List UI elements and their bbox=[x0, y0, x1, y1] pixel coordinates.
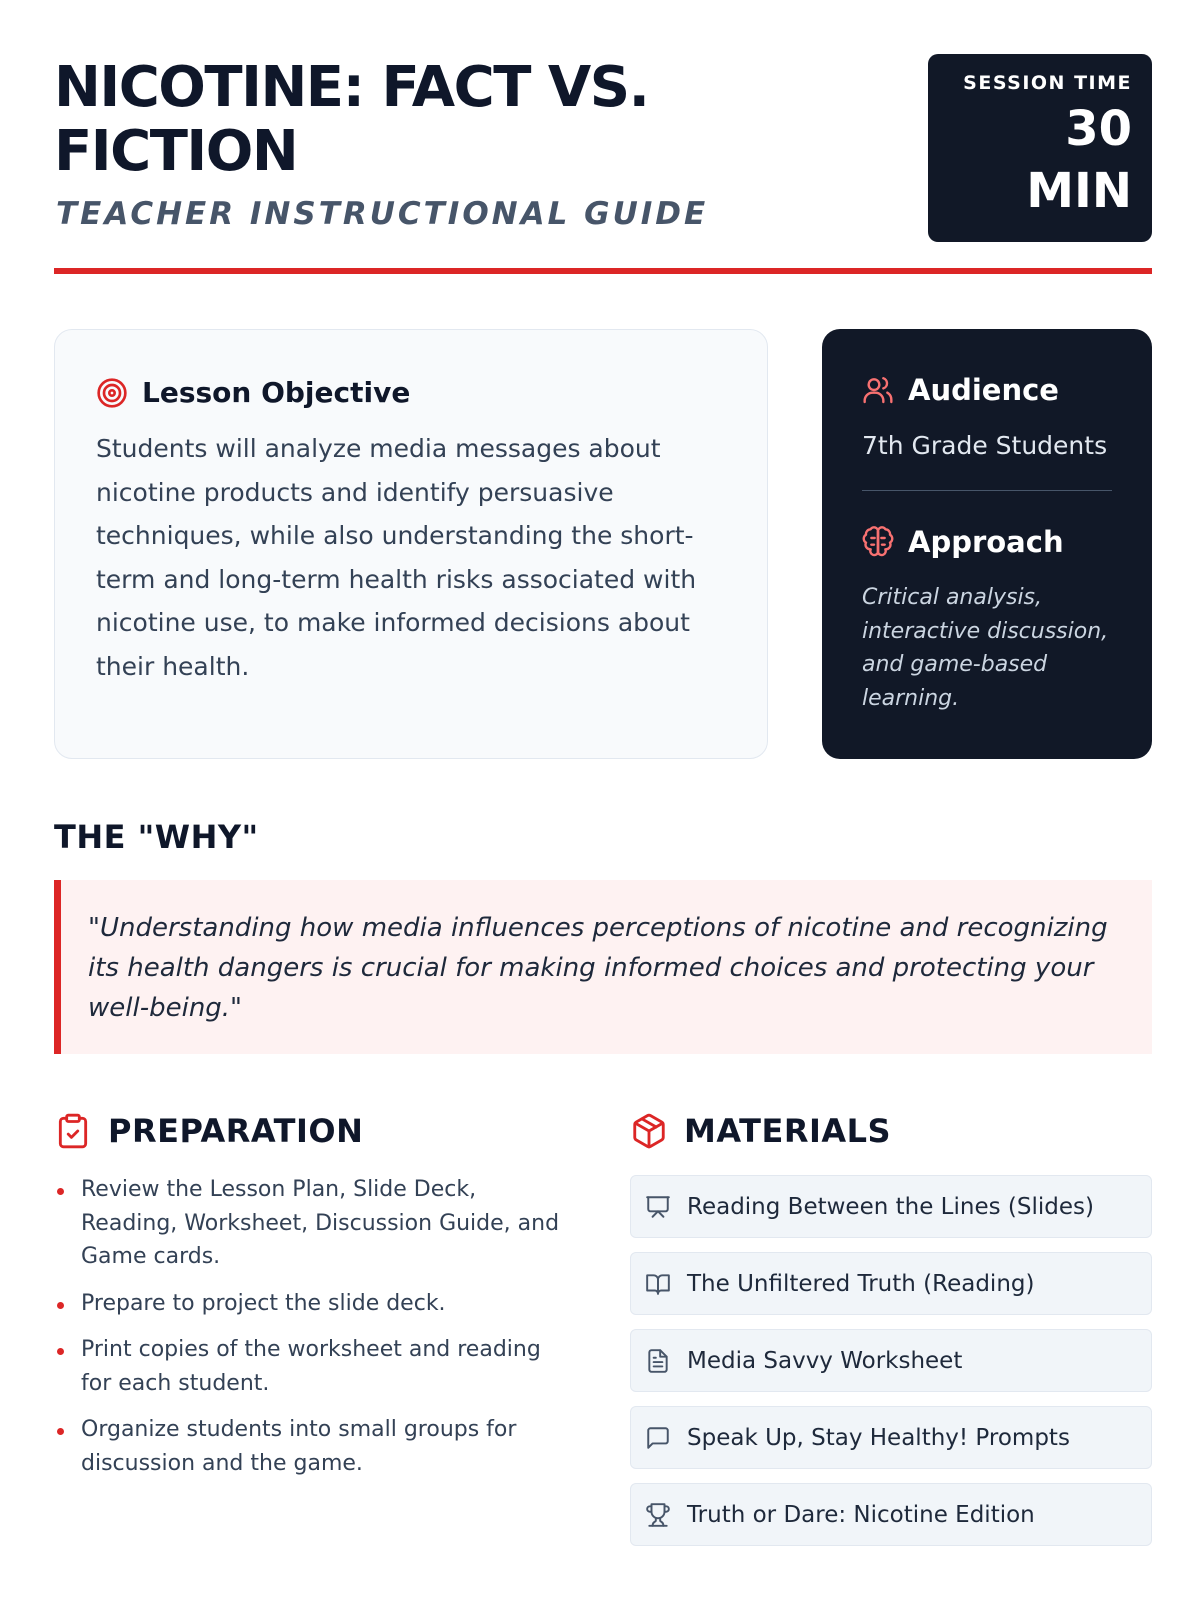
material-item-game[interactable] bbox=[630, 1483, 1152, 1546]
preparation-item: Print copies of the worksheet and reading for each student. bbox=[54, 1333, 574, 1400]
lesson-objective-card bbox=[54, 329, 768, 759]
presentation-icon bbox=[645, 1194, 671, 1220]
clipboard-check-icon bbox=[54, 1112, 92, 1150]
audience-divider bbox=[862, 490, 1112, 491]
material-item-reading[interactable] bbox=[630, 1252, 1152, 1315]
materials-list bbox=[630, 1175, 1152, 1560]
material-item-worksheet[interactable] bbox=[630, 1329, 1152, 1392]
audience-heading: Audience bbox=[908, 373, 1059, 407]
material-label: Speak Up, Stay Healthy! Prompts bbox=[687, 1424, 1070, 1451]
instructional-guide-page bbox=[54, 0, 1152, 1600]
audience-card bbox=[822, 329, 1152, 759]
approach-heading: Approach bbox=[908, 525, 1064, 559]
material-label: The Unfiltered Truth (Reading) bbox=[687, 1270, 1035, 1297]
page-header bbox=[54, 54, 1152, 274]
page-title: NICOTINE: FACT VS. FICTION bbox=[54, 55, 649, 184]
preparation-heading: PREPARATION bbox=[108, 1112, 364, 1150]
preparation-item: Prepare to project the slide deck. bbox=[54, 1287, 574, 1321]
header-divider bbox=[54, 268, 1152, 274]
preparation-item: Review the Lesson Plan, Slide Deck, Reading, Worksheet, Discussion Guide, and Game cards. bbox=[54, 1173, 574, 1274]
session-time-label: SESSION TIME bbox=[963, 72, 1132, 94]
session-time-badge bbox=[928, 54, 1152, 242]
audience-header bbox=[862, 373, 1112, 407]
preparation-header bbox=[54, 1112, 363, 1150]
preparation-item: Organize students into small groups for discussion and the game. bbox=[54, 1413, 574, 1480]
why-heading: THE "WHY" bbox=[54, 818, 259, 856]
package-icon bbox=[630, 1112, 668, 1150]
lesson-objective-heading: Lesson Objective bbox=[142, 376, 411, 409]
page-subtitle: TEACHER INSTRUCTIONAL GUIDE bbox=[56, 196, 709, 232]
preparation-list bbox=[54, 1173, 574, 1493]
book-open-icon bbox=[645, 1271, 671, 1297]
materials-heading: MATERIALS bbox=[684, 1112, 892, 1150]
material-label: Reading Between the Lines (Slides) bbox=[687, 1193, 1094, 1220]
approach-text: Critical analysis, interactive discussion, and game-based learning. bbox=[862, 585, 1109, 711]
approach-header bbox=[862, 525, 1112, 559]
lesson-objective-header bbox=[96, 376, 727, 409]
materials-header bbox=[630, 1112, 891, 1150]
lesson-objective-text: Students will analyze media messages about nicotine products and identify persuasive techniques, while also understanding the short-term and long-term health risks associated with nicotine use, to make informed decisions about their health. bbox=[96, 434, 697, 681]
document-icon bbox=[645, 1348, 671, 1374]
material-item-prompts[interactable] bbox=[630, 1406, 1152, 1469]
chat-bubble-icon bbox=[645, 1425, 671, 1451]
why-quote: "Understanding how media influences perceptions of nicotine and recognizing its health dangers is crucial for making informed choices and protecting your well-being." bbox=[54, 880, 1152, 1054]
material-label: Truth or Dare: Nicotine Edition bbox=[687, 1501, 1035, 1528]
session-time-value: 30 MIN bbox=[1026, 101, 1132, 219]
brain-icon bbox=[862, 526, 894, 558]
material-item-slides[interactable] bbox=[630, 1175, 1152, 1238]
audience-value: 7th Grade Students bbox=[862, 431, 1108, 460]
users-icon bbox=[862, 374, 894, 406]
trophy-icon bbox=[645, 1502, 671, 1528]
material-label: Media Savvy Worksheet bbox=[687, 1347, 963, 1374]
target-icon bbox=[96, 377, 128, 409]
